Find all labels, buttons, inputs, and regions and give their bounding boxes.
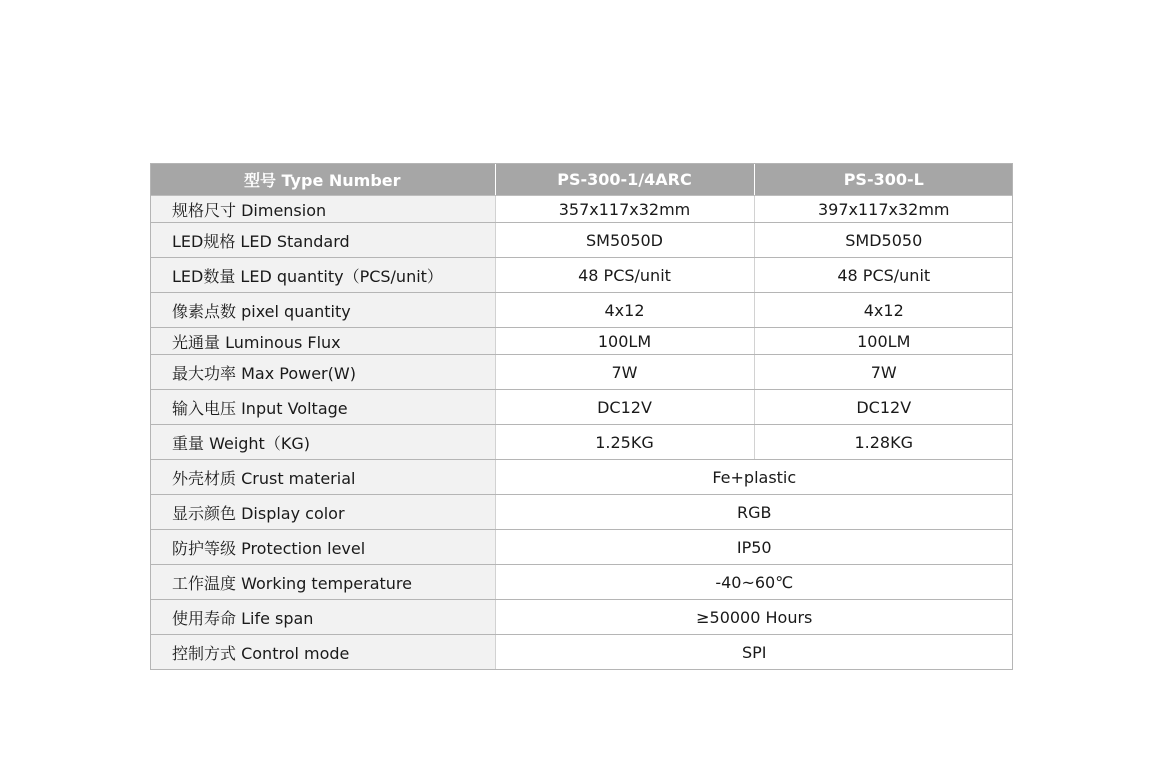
row-label: 外壳材质 Crust material xyxy=(150,460,495,495)
cell-model-a: 7W xyxy=(495,355,754,390)
cell-shared: IP50 xyxy=(495,530,1013,565)
row-label: 工作温度 Working temperature xyxy=(150,565,495,600)
row-label: 防护等级 Protection level xyxy=(150,530,495,565)
cell-shared: Fe+plastic xyxy=(495,460,1013,495)
header-type-number: 型号 Type Number xyxy=(150,163,495,196)
cell-model-b: 397x117x32mm xyxy=(754,196,1013,223)
cell-model-b: DC12V xyxy=(754,390,1013,425)
table-row xyxy=(150,355,1013,390)
table-row xyxy=(150,460,1013,495)
row-label: 最大功率 Max Power(W) xyxy=(150,355,495,390)
header-model-a: PS-300-1/4ARC xyxy=(495,163,754,196)
header-model-b: PS-300-L xyxy=(754,163,1013,196)
cell-shared: -40~60℃ xyxy=(495,565,1013,600)
cell-model-a: 1.25KG xyxy=(495,425,754,460)
table-row xyxy=(150,495,1013,530)
table-row xyxy=(150,390,1013,425)
table-row xyxy=(150,565,1013,600)
spec-table xyxy=(150,163,1013,670)
cell-shared: SPI xyxy=(495,635,1013,670)
cell-model-a: 100LM xyxy=(495,328,754,355)
cell-model-a: DC12V xyxy=(495,390,754,425)
table-row xyxy=(150,223,1013,258)
cell-model-a: 48 PCS/unit xyxy=(495,258,754,293)
row-label: 控制方式 Control mode xyxy=(150,635,495,670)
row-label: 重量 Weight（KG) xyxy=(150,425,495,460)
table-row xyxy=(150,635,1013,670)
cell-model-b: 48 PCS/unit xyxy=(754,258,1013,293)
row-label: 输入电压 Input Voltage xyxy=(150,390,495,425)
cell-model-b: 7W xyxy=(754,355,1013,390)
row-label: 使用寿命 Life span xyxy=(150,600,495,635)
table-row xyxy=(150,258,1013,293)
table-row xyxy=(150,530,1013,565)
table-row xyxy=(150,425,1013,460)
table-row xyxy=(150,293,1013,328)
cell-model-a: 4x12 xyxy=(495,293,754,328)
cell-shared: RGB xyxy=(495,495,1013,530)
cell-model-b: 1.28KG xyxy=(754,425,1013,460)
row-label: 规格尺寸 Dimension xyxy=(150,196,495,223)
table-row xyxy=(150,600,1013,635)
cell-model-b: 100LM xyxy=(754,328,1013,355)
cell-model-b: 4x12 xyxy=(754,293,1013,328)
cell-model-a: SM5050D xyxy=(495,223,754,258)
table-row xyxy=(150,196,1013,223)
cell-model-a: 357x117x32mm xyxy=(495,196,754,223)
header-row xyxy=(150,163,1013,196)
row-label: 像素点数 pixel quantity xyxy=(150,293,495,328)
cell-model-b: SMD5050 xyxy=(754,223,1013,258)
cell-shared: ≥50000 Hours xyxy=(495,600,1013,635)
row-label: 光通量 Luminous Flux xyxy=(150,328,495,355)
row-label: LED规格 LED Standard xyxy=(150,223,495,258)
table-row xyxy=(150,328,1013,355)
row-label: LED数量 LED quantity（PCS/unit） xyxy=(150,258,495,293)
row-label: 显示颜色 Display color xyxy=(150,495,495,530)
